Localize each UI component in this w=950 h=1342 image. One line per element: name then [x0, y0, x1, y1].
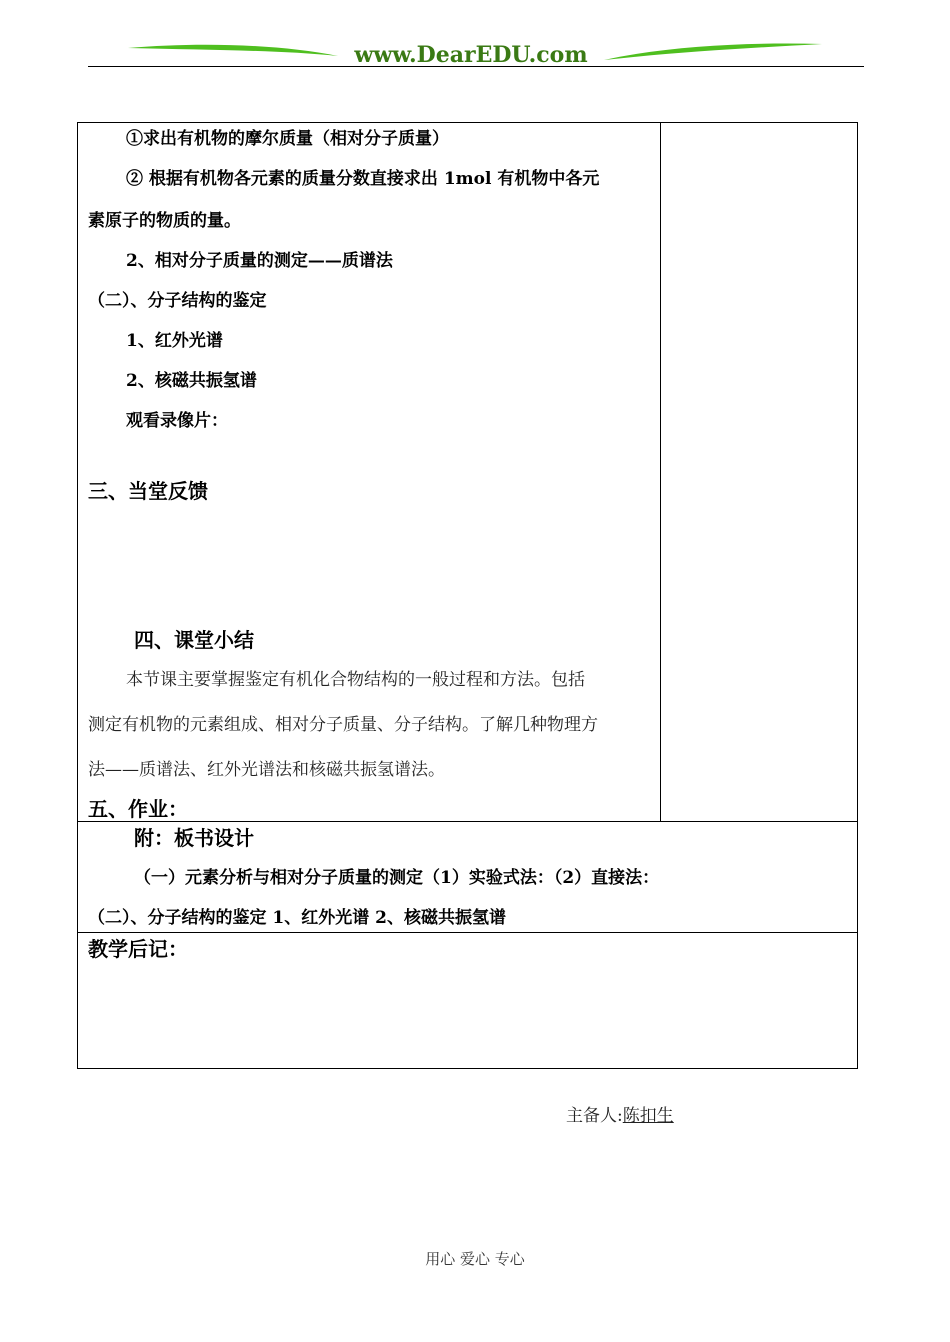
- summary-line-3: 法——质谱法、红外光谱法和核磁共振氢谱法。: [88, 760, 445, 780]
- preparer-name: 陈扣生: [622, 1106, 674, 1126]
- board-design-cell: [78, 822, 858, 933]
- preparer-label: 主备人:: [566, 1106, 623, 1126]
- page-footer: 用心 爱心 专心: [425, 1250, 525, 1268]
- lesson-table: [77, 122, 858, 1069]
- content-line-2: ② 根据有机物各元素的质量分数直接求出 1mol 有机物中各元: [126, 169, 600, 189]
- board-design-line-2: （二）、分子结构的鉴定 1、红外光谱 2、核磁共振氢谱: [88, 908, 506, 928]
- teaching-notes-label: 教学后记：: [88, 937, 188, 961]
- header-rule: [88, 66, 864, 67]
- side-notes-cell: [661, 123, 858, 822]
- logo-text: www.DearEDU.com: [354, 42, 588, 68]
- summary-line-2: 测定有机物的元素组成、相对分子质量、分子结构。了解几种物理方: [88, 715, 598, 735]
- content-line-6: 1、红外光谱: [126, 331, 223, 351]
- content-line-5: （二）、分子结构的鉴定: [88, 291, 267, 311]
- lesson-content-cell: [78, 123, 661, 822]
- right-swoosh: [604, 44, 822, 60]
- content-line-4: 2、相对分子质量的测定——质谱法: [126, 251, 393, 271]
- content-line-7: 2、核磁共振氢谱: [126, 371, 257, 391]
- teaching-notes-cell: [78, 933, 858, 1069]
- content-line-3: 素原子的物质的量。: [88, 211, 241, 231]
- content-line-1: ①求出有机物的摩尔质量（相对分子质量）: [126, 129, 449, 149]
- content-line-8: 观看录像片：: [126, 411, 228, 431]
- site-logo: [128, 38, 822, 68]
- preparer-line: [566, 1105, 783, 1127]
- summary-line-1: 本节课主要掌握鉴定有机化合物结构的一般过程和方法。包括: [126, 670, 585, 690]
- section-4-title: 四、课堂小结: [134, 628, 254, 652]
- board-design-title: 附：板书设计: [134, 826, 254, 850]
- left-swoosh: [128, 45, 338, 56]
- board-design-line-1: （一）元素分析与相对分子质量的测定（1）实验式法：（2）直接法：: [134, 868, 660, 888]
- section-5-title: 五、作业：: [88, 797, 188, 821]
- section-3-title: 三、当堂反馈: [88, 479, 208, 503]
